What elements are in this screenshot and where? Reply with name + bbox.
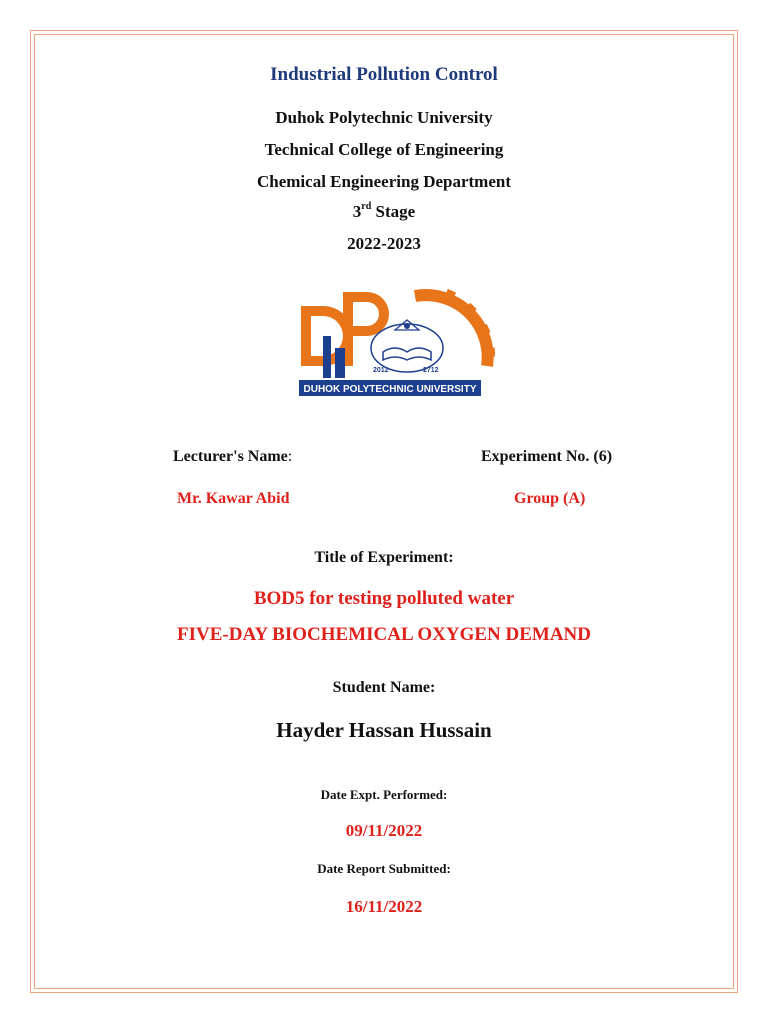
university-name: Duhok Polytechnic University	[275, 108, 493, 127]
course-title: Industrial Pollution Control	[270, 64, 498, 85]
title-label: Title of Experiment:	[314, 549, 454, 566]
stage-line	[0, 202, 768, 222]
academic-year: 2022-2023	[347, 234, 421, 253]
college-name: Technical College of Engineering	[264, 140, 504, 159]
experiment-subtitle: FIVE-DAY BIOCHEMICAL OXYGEN DEMAND	[177, 624, 591, 645]
department-name: Chemical Engineering Department	[256, 172, 512, 191]
submitted-label: Date Report Submitted:	[317, 861, 451, 876]
student-name: Hayder Hassan Hussain	[276, 718, 492, 742]
submitted-date: 16/11/2022	[345, 897, 423, 916]
stage-suffix: rd	[361, 201, 372, 213]
logo-year-left: 2012	[373, 367, 389, 374]
logo-year-right: 2712	[423, 367, 439, 374]
lecturer-label-colon: :	[287, 448, 293, 465]
lecturer-label	[173, 448, 292, 466]
stage-label: Stage	[375, 202, 416, 221]
group-label: Group (A)	[514, 490, 586, 507]
lecturer-label-text: Lecturer's Name	[173, 448, 288, 465]
logo-banner-text: DUHOK POLYTECHNIC UNIVERSITY	[303, 384, 477, 395]
stage-number: 3	[352, 202, 362, 221]
experiment-title: BOD5 for testing polluted water	[253, 588, 515, 609]
student-label: Student Name:	[332, 679, 436, 696]
performed-date: 09/11/2022	[345, 821, 423, 840]
lecturer-name: Mr. Kawar Abid	[177, 490, 290, 507]
university-logo	[295, 286, 495, 398]
experiment-number: Experiment No. (6)	[481, 448, 613, 465]
performed-label: Date Expt. Performed:	[320, 787, 448, 802]
